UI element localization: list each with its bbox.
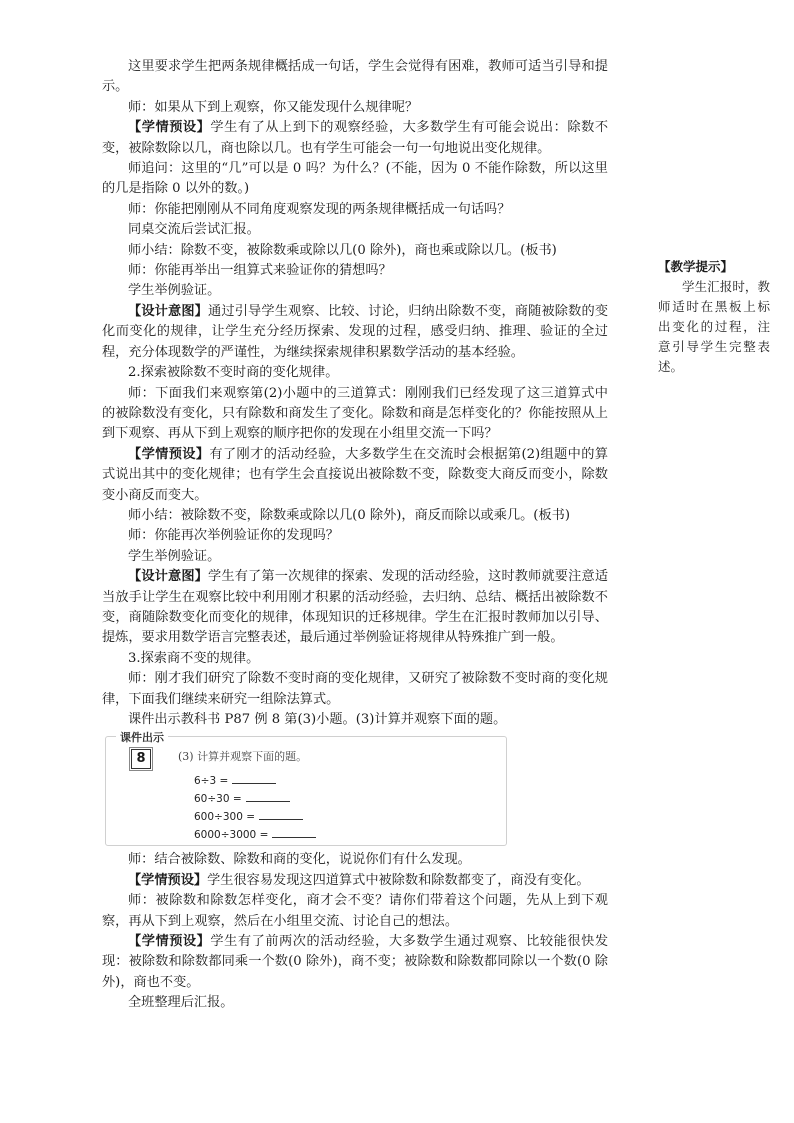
equation-text: 6000÷3000 = xyxy=(194,829,269,842)
paragraph xyxy=(102,445,608,506)
paragraph xyxy=(102,118,608,159)
example-number-badge: 8 xyxy=(131,749,151,769)
answer-blank xyxy=(246,791,290,802)
paragraph-text: 这里要求学生把两条规律概括成一句话，学生会觉得有困难，教师可适当引导和提示。 xyxy=(102,59,608,95)
paragraph xyxy=(102,547,608,567)
paragraph-tag: 【设计意图】 xyxy=(128,303,209,319)
paragraph-text: 师：如果从下到上观察，你又能发现什么规律呢？ xyxy=(128,99,419,115)
paragraph-tag: 【学情预设】 xyxy=(128,934,211,950)
teaching-tip-body: 学生汇报时，教师适时在黑板上标出变化的过程，注意引导学生完整表述。 xyxy=(658,279,770,374)
paragraph xyxy=(102,159,608,200)
paragraph xyxy=(102,932,608,993)
equation-row xyxy=(194,773,276,788)
paragraph xyxy=(102,710,608,730)
paragraph-text: 师小结：被除数不变，除数乘或除以几(0 除外)，商反而除以或乘几。(板书) xyxy=(128,507,570,523)
courseware-tag: 课件出示 xyxy=(116,731,168,745)
equation-row xyxy=(194,809,303,824)
paragraph xyxy=(102,567,608,649)
paragraph-text: 课件出示教科书 P87 例 8 第(3)小题。(3)计算并观察下面的题。 xyxy=(128,712,507,727)
courseware-card xyxy=(105,731,507,846)
paragraph xyxy=(102,241,608,261)
answer-blank xyxy=(232,773,276,784)
paragraph-tag: 【设计意图】 xyxy=(128,569,209,585)
paragraph xyxy=(102,281,608,301)
paragraph xyxy=(102,506,608,526)
equation-row xyxy=(194,827,316,842)
paragraph xyxy=(102,669,608,710)
paragraph xyxy=(102,302,608,363)
paragraph-text: 通过引导学生观察、比较、讨论，归纳出除数不变，商随被除数的变化而变化的规律，让学生充分经历探索、发现的过程，感受归纳、推理、验证的全过程，充分体现数学的严谨性，为继续探索规律积累数学活动的基本经验。 xyxy=(102,303,609,360)
answer-blank xyxy=(259,809,303,820)
lesson-body xyxy=(102,57,608,1014)
paragraph xyxy=(102,891,608,932)
paragraph-text: 2.探索被除数不变时商的变化规律。 xyxy=(128,365,339,381)
paragraph-text: 师小结：除数不变，被除数乘或除以几(0 除外)，商也乘或除以几。(板书) xyxy=(128,242,557,258)
teaching-tip-heading: 【教学提示】 xyxy=(658,259,734,274)
paragraph-text: 学生有了从上到下的观察经验，大多数学生有可能会说出：除数不变，被除数除以几，商也除以几。也有学生可能会一句一句地说出变化规律。 xyxy=(102,120,609,156)
paragraph xyxy=(102,98,608,118)
paragraph-text: 学生举例验证。 xyxy=(128,548,221,564)
paragraph-text: 有了刚才的活动经验，大多数学生在交流时会根据第(2)组题中的算式说出其中的变化规律；也有学生会直接说出被除数不变，除数变大商反而变小，除数变小商反而变大。 xyxy=(102,446,609,503)
paragraph xyxy=(102,993,608,1013)
paragraph-tag: 【学情预设】 xyxy=(128,120,211,136)
paragraph-text: 师：结合被除数、除数和商的变化，说说你们有什么发现。 xyxy=(128,852,471,868)
paragraph-text: 师：你能把刚刚从不同角度观察发现的两条规律概括成一句话吗？ xyxy=(128,201,511,217)
answer-blank xyxy=(272,827,316,838)
paragraph-text: 学生很容易发现这四道算式中被除数和除数都变了，商没有变化。 xyxy=(207,872,590,888)
paragraph xyxy=(102,57,608,98)
paragraph-text: 同桌交流后尝试汇报。 xyxy=(128,222,260,238)
exercise-title: (3) 计算并观察下面的题。 xyxy=(178,750,308,764)
paragraph-text: 师：下面我们来观察第(2)小题中的三道算式：刚刚我们已经发现了这三道算式中的被除数没有变化，只有除数和商发生了变化。除数和商是怎样变化的？你能按照从上到下观察、再从下到上观察的顺序把你的发现在小组里交流一下吗？ xyxy=(102,385,608,442)
paragraph-text: 全班整理后汇报。 xyxy=(128,995,234,1011)
paragraph-text: 师：你能再次举例验证你的发现吗？ xyxy=(128,528,339,544)
equation-row xyxy=(194,791,290,806)
paragraph xyxy=(102,200,608,220)
paragraph xyxy=(102,220,608,240)
paragraph-text: 师：你能再举出一组算式来验证你的猜想吗？ xyxy=(128,263,392,279)
paragraph xyxy=(102,261,608,281)
equation-text: 60÷30 = xyxy=(194,793,242,806)
paragraph xyxy=(102,850,608,870)
paragraph-text: 学生举例验证。 xyxy=(128,283,221,299)
paragraph xyxy=(102,363,608,383)
paragraph-text: 学生有了前两次的活动经验，大多数学生通过观察、比较能很快发现：被除数和除数都同乘一个数(0 除外)，商不变；被除数和除数都同除以一个数(0 除外)，商也不变。 xyxy=(102,934,609,990)
paragraph-text: 3.探索商不变的规律。 xyxy=(128,650,260,666)
paragraph xyxy=(102,871,608,891)
teaching-tip-sidebar xyxy=(658,257,770,377)
equation-text: 6÷3 = xyxy=(194,775,229,788)
paragraph-tag: 【学情预设】 xyxy=(128,446,210,462)
paragraph-text: 师：刚才我们研究了除数不变时商的变化规律，又研究了被除数不变时商的变化规律，下面我们继续来研究一组除法算式。 xyxy=(102,671,608,707)
paragraph-text: 师：被除数和除数怎样变化，商才会不变？请你们带着这个问题，先从上到下观察，再从下到上观察，然后在小组里交流、讨论自己的想法。 xyxy=(102,893,608,929)
equation-text: 600÷300 = xyxy=(194,811,256,824)
paragraph-tag: 【学情预设】 xyxy=(128,872,208,888)
paragraph-text: 学生有了第一次规律的探索、发现的活动经验，这时教师就要注意适当放手让学生在观察比较中利用刚才积累的活动经验，去归纳、总结、概括出被除数不变，商随除数变化而变化的规律，体现知识的迁移规律。学生在汇报时教师加以引导、提炼，要求用数学语言完整表述，最后通过举例验证将规律从特殊推广到一般。 xyxy=(102,569,609,646)
paragraph xyxy=(102,384,608,445)
paragraph-text: 师追问：这里的“几”可以是 0 吗？为什么？(不能，因为 0 不能作除数，所以这里的几是指除 0 以外的数。) xyxy=(102,161,608,197)
paragraph xyxy=(102,526,608,546)
paragraph xyxy=(102,649,608,669)
